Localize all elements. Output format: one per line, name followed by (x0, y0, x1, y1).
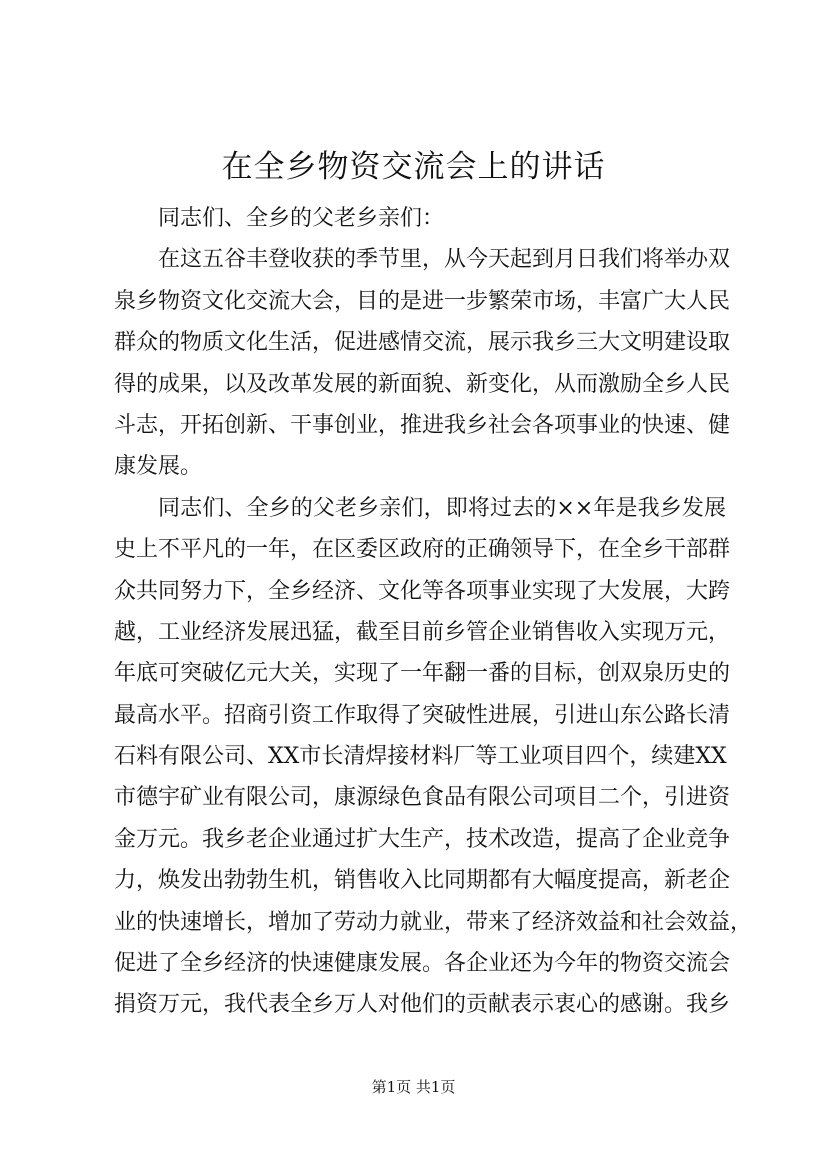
text-line: 在这五谷丰登收获的季节里，从今天起到月日我们将举办双 (158, 247, 731, 273)
text-line: 得的成果，以及改革发展的新面貌、新变化，从而激励全乡人民 (114, 371, 731, 397)
text-line: 群众的物质文化生活，促进感情交流，展示我乡三大文明建设取 (114, 330, 731, 356)
text-line: 金万元。我乡老企业通过扩大生产，技术改造，提高了企业竞争 (114, 826, 731, 852)
text-line: 市德宇矿业有限公司，康源绿色食品有限公司项目二个，引进资 (114, 785, 731, 811)
text-line: 史上不平凡的一年，在区委区政府的正确领导下，在全乡干部群 (114, 537, 731, 563)
text-line: 年底可突破亿元大关，实现了一年翻一番的目标，创双泉历史的 (114, 661, 731, 687)
document-title: 在全乡物资交流会上的讲话 (221, 149, 606, 185)
text-line: 康发展。 (114, 454, 203, 480)
text-line: 同志们、全乡的父老乡亲们，即将过去的××年是我乡发展 (158, 495, 726, 521)
text-line: 捐资万元，我代表全乡万人对他们的贡献表示衷心的感谢。我乡 (114, 992, 731, 1018)
text-line: 斗志，开拓创新、干事创业，推进我乡社会各项事业的快速、健 (114, 412, 731, 438)
text-line: 泉乡物资文化交流大会，目的是进一步繁荣市场，丰富广大人民 (114, 288, 731, 314)
text-line: 众共同努力下，全乡经济、文化等各项事业实现了大发展，大跨 (114, 578, 731, 604)
text-line: 石料有限公司、XX市长清焊接材料厂等工业项目四个，续建XX (114, 744, 727, 770)
text-line: 同志们、全乡的父老乡亲们： (158, 206, 445, 231)
text-line: 业的快速增长，增加了劳动力就业，带来了经济效益和社会效益， (114, 909, 753, 935)
text-line: 越，工业经济发展迅猛，截至目前乡管企业销售收入实现万元， (114, 619, 731, 645)
text-line: 促进了全乡经济的快速健康发展。各企业还为今年的物资交流会 (114, 951, 731, 977)
document-body (114, 198, 753, 1026)
text-line: 力，焕发出勃勃生机，销售收入比同期都有大幅度提高，新老企 (114, 868, 731, 894)
page-number-footer: 第1页 共1页 (371, 1078, 456, 1096)
text-line: 最高水平。招商引资工作取得了突破性进展，引进山东公路长清 (114, 702, 731, 728)
